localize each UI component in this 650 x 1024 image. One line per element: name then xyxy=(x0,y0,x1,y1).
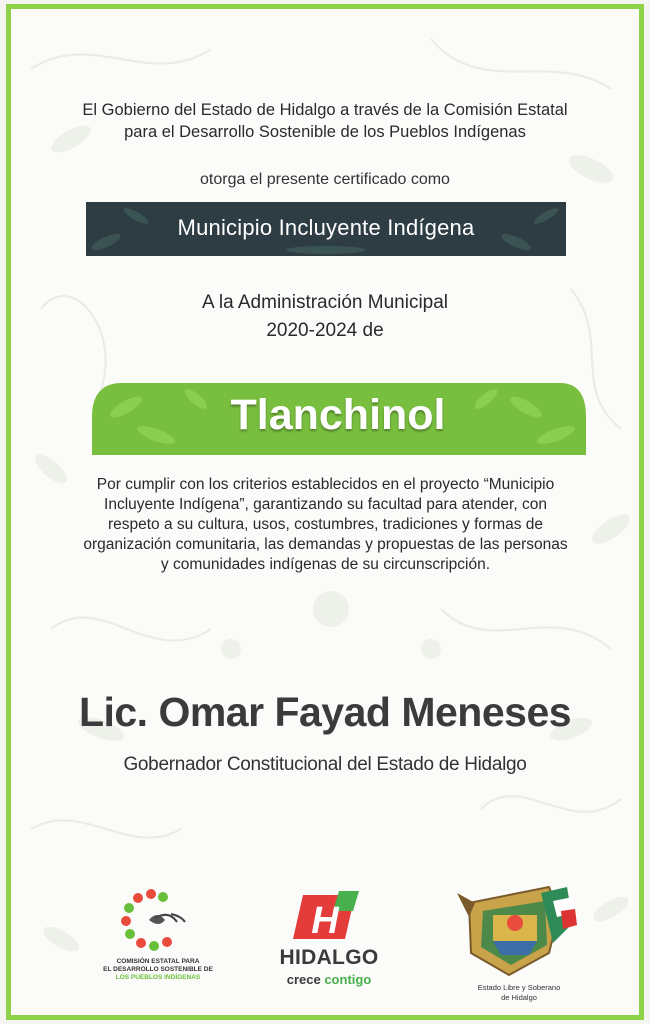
issuer-statement xyxy=(11,99,639,143)
state-line-2: de Hidalgo xyxy=(501,993,537,1002)
hidalgo-h-logo xyxy=(259,889,399,945)
reason-line-5: y comunidades indígenas de su circunscripción. xyxy=(160,556,491,573)
certificate-title: Municipio Incluyente Indígena xyxy=(177,215,475,240)
reason-line-2: Incluyente Indígena”, garantizando su facultad para atender, con xyxy=(104,496,547,513)
municipality-name: Tlanchinol xyxy=(230,391,446,439)
state-logo-text xyxy=(449,983,589,1003)
cedspi-line-3: LOS PUEBLOS INDÍGENAS xyxy=(115,974,201,981)
state-coat-of-arms xyxy=(449,883,589,1013)
administration-statement xyxy=(11,289,639,345)
certificate-title-banner xyxy=(86,202,566,256)
hidalgo-tagline-part1: crece xyxy=(286,972,321,987)
municipality-banner xyxy=(86,377,590,457)
certificate-page xyxy=(6,4,644,1020)
hidalgo-logo xyxy=(259,889,399,999)
hidalgo-coat-of-arms xyxy=(449,883,589,981)
administration-line-2: 2020-2024 de xyxy=(266,320,384,341)
cedspi-flower-logo xyxy=(93,884,223,956)
issuer-line-2: para el Desarrollo Sostenible de los Pueblos Indígenas xyxy=(124,123,526,141)
signer-role: Gobernador Constitucional del Estado de Hidalgo xyxy=(123,754,527,775)
state-line-1: Estado Libre y Soberano xyxy=(477,983,561,992)
reason-line-3: respeto a su cultura, usos, costumbres, tradiciones y formas de xyxy=(107,516,544,533)
hidalgo-name: HIDALGO xyxy=(279,946,379,969)
certificate-content xyxy=(11,9,639,1015)
cedspi-logo-text xyxy=(93,958,223,982)
issuer-line-1: El Gobierno del Estado de Hidalgo a través de la Comisión Estatal xyxy=(82,101,568,119)
certificate-reason xyxy=(59,475,592,575)
reason-line-1: Por cumplir con los criterios establecidos en el proyecto “Municipio xyxy=(96,476,555,493)
reason-line-4: organización comunitaria, las demandas y propuestas de las personas xyxy=(83,536,568,553)
grant-statement: otorga el presente certificado como xyxy=(200,171,450,188)
hidalgo-h-letter: H xyxy=(311,900,339,942)
hidalgo-tagline-part2: contigo xyxy=(324,972,372,987)
cedspi-line-2: EL DESARROLLO SOSTENIBLE DE xyxy=(103,966,213,973)
hidalgo-tagline xyxy=(259,972,399,987)
cedspi-logo xyxy=(93,884,223,994)
signer-name: Lic. Omar Fayad Meneses xyxy=(78,689,572,735)
administration-line-1: A la Administración Municipal xyxy=(201,292,449,313)
cedspi-line-1: COMISIÓN ESTATAL PARA xyxy=(116,958,200,965)
